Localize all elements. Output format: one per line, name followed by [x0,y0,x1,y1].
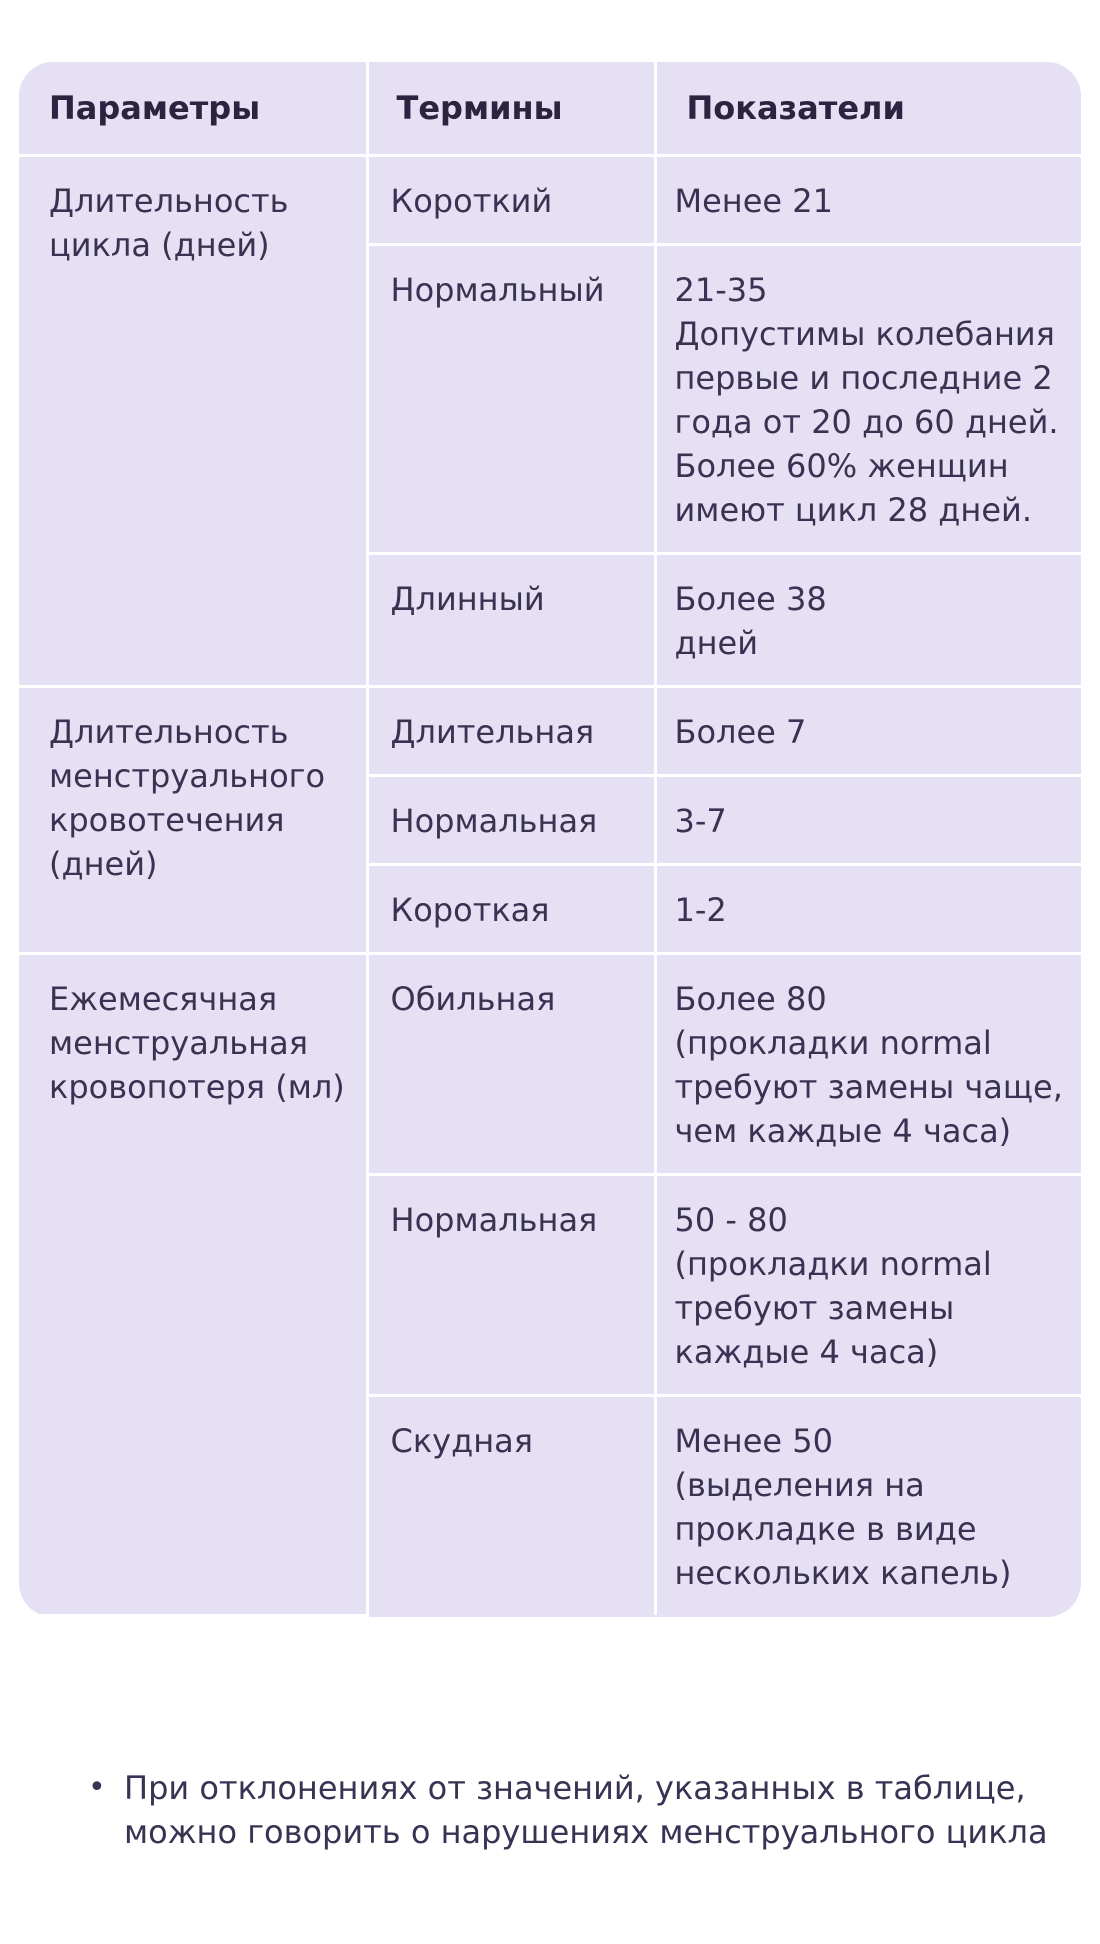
menstrual-cycle-table-card [19,62,1081,1617]
value-cell: 21-35 Допустимы колебания первые и последние 2 года от 20 до 60 дней. Более 60% женщин имеют цикл 28 дней. [655,245,1081,554]
parameter-blood-loss: Ежемесячная менструальная кровопотеря (мл) [19,954,367,1616]
value-cell: Менее 21 [655,156,1081,245]
table-row [19,954,1081,1175]
term-cell: Нормальный [367,245,655,554]
value-cell: Менее 50 (выделения на прокладке в виде нескольких капель) [674,1422,1012,1592]
footnote-text: При отклонениях от значений, указанных в таблице, можно говорить о нарушениях менструального цикла [124,1769,1048,1851]
parameter-cycle-length: Длительность цикла (дней) [19,156,367,687]
value-cell: 1-2 [655,865,1081,954]
column-header-terms: Термины [367,62,655,156]
table-header-row [19,62,1081,156]
footnote [88,1766,1048,1854]
menstrual-cycle-table [19,62,1081,1617]
value-cell: Более 38 дней [655,554,1081,687]
value-cell: 50 - 80 (прокладки normal требуют замены каждые 4 часа) [655,1175,1081,1396]
table-row [19,687,1081,776]
term-cell: Нормальная [367,776,655,865]
parameter-bleeding-duration: Длительность менструального кровотечения (дней) [19,687,367,954]
column-header-values: Показатели [655,62,1081,156]
term-cell: Нормальная [367,1175,655,1396]
value-cell: Более 80 (прокладки normal требуют замены чаще, чем каждые 4 часа) [655,954,1081,1175]
term-cell: Длинный [367,554,655,687]
value-cell: 3-7 [655,776,1081,865]
term-cell: Длительная [367,687,655,776]
term-cell: Короткий [367,156,655,245]
bullet-icon: • [88,1770,106,1805]
term-cell: Короткая [367,865,655,954]
term-cell: Скудная [367,1396,655,1616]
table-row [19,156,1081,245]
value-cell: Более 7 [655,687,1081,776]
term-cell: Обильная [367,954,655,1175]
column-header-parameters: Параметры [19,62,367,156]
